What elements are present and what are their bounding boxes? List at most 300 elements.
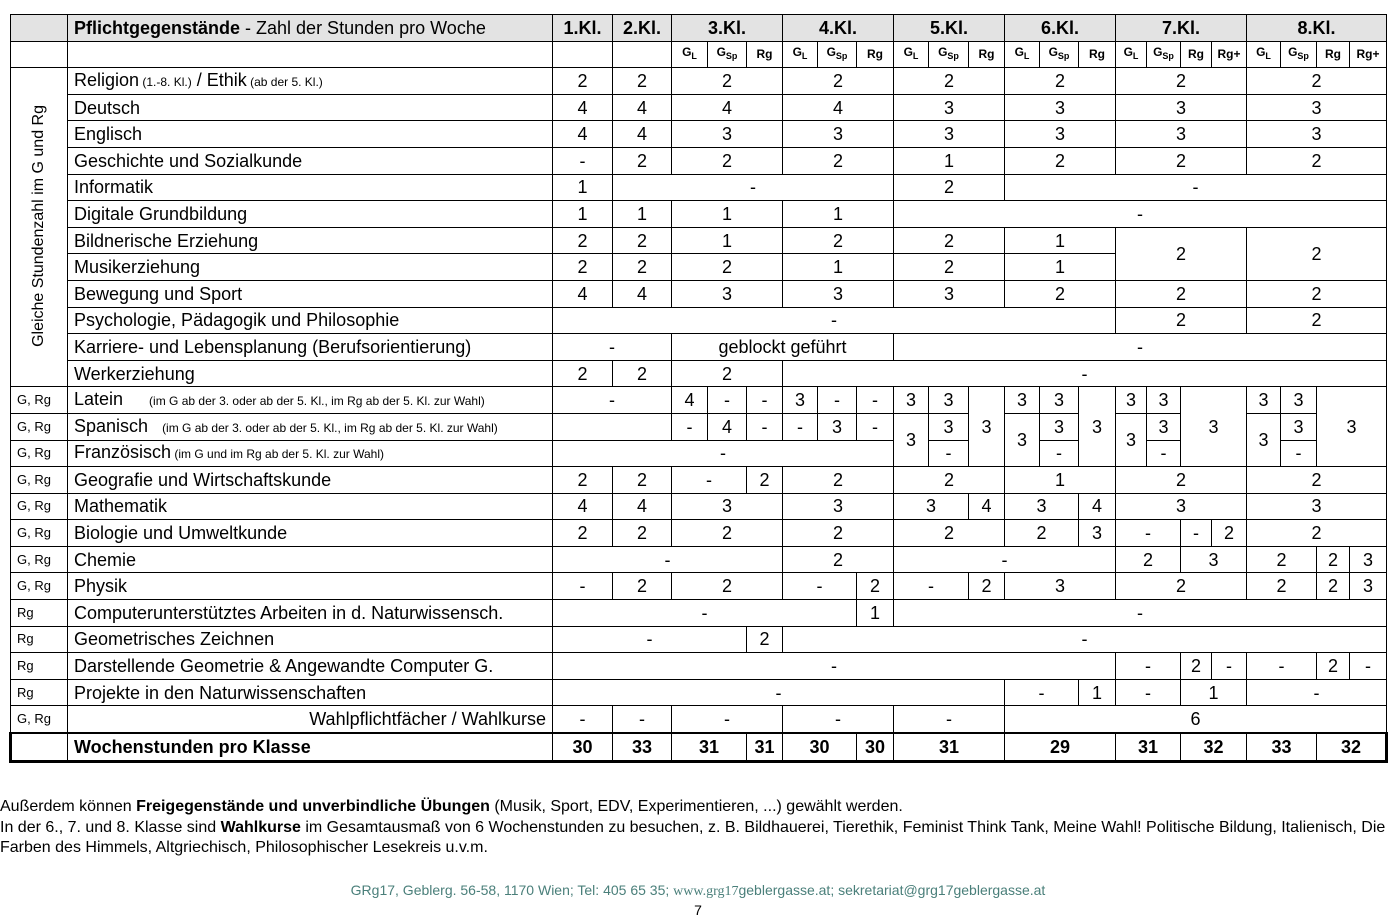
value-cell: -: [672, 706, 783, 733]
table-row: [11, 94, 1387, 121]
value-cell: 2: [1005, 520, 1079, 547]
value-cell: 2: [1317, 573, 1350, 600]
value-cell: -: [553, 546, 783, 573]
value-cell: -: [1116, 520, 1181, 547]
value-cell: 2: [613, 254, 672, 281]
row-group: G, Rg: [11, 493, 68, 520]
branch-gl: $G_L$: [1005, 41, 1040, 68]
value-cell: 2: [1247, 467, 1387, 494]
subject-psychologie: Psychologie, Pädagogik und Philosophie: [68, 307, 553, 334]
value-cell: 2: [1116, 280, 1247, 307]
value-cell: 1: [857, 600, 894, 627]
value-cell: 2: [783, 546, 894, 573]
value-cell: 2: [672, 254, 783, 281]
value-cell: 2: [1247, 520, 1387, 547]
value-cell: 3: [1147, 413, 1181, 440]
value-cell: 2: [613, 227, 672, 254]
row-group: G, Rg: [11, 467, 68, 494]
value-cell: 3: [783, 280, 894, 307]
value-cell: [553, 413, 672, 440]
total-row: [11, 733, 1387, 761]
value-cell: 2: [613, 467, 672, 494]
value-cell: 2: [672, 147, 783, 174]
value-cell: 3: [894, 493, 969, 520]
value-cell: 6: [1005, 706, 1387, 733]
subject-darstellende-geometrie: Darstellende Geometrie & Angewandte Computer G.: [68, 653, 553, 680]
branch-gsp: $G_{Sp}$: [1281, 41, 1317, 68]
value-cell: 3: [1040, 387, 1079, 414]
value-cell: 3: [1079, 387, 1116, 467]
value-cell: 2: [1317, 546, 1350, 573]
value-cell: -: [894, 706, 1005, 733]
total-cell: 29: [1005, 733, 1116, 761]
value-cell: 2: [747, 467, 783, 494]
header-row: [11, 15, 1387, 42]
value-cell: 1: [783, 201, 894, 228]
value-cell: 3: [1181, 387, 1247, 467]
table-row: [11, 360, 1387, 387]
value-cell: 4: [672, 387, 708, 414]
value-cell: -: [553, 679, 1005, 706]
table-row: [11, 653, 1387, 680]
total-cell: 31: [672, 733, 747, 761]
value-cell: 2: [1116, 147, 1247, 174]
group-label-cell: [11, 68, 68, 387]
branch-gsp: $G_{Sp}$: [708, 41, 747, 68]
subject-projekte: Projekte in den Naturwissenschaften: [68, 679, 553, 706]
empty-cell: [68, 41, 553, 68]
value-cell: 2: [553, 68, 613, 95]
class-header: 4.Kl.: [783, 15, 894, 42]
value-cell: 2: [1116, 227, 1247, 280]
value-cell: 1: [672, 227, 783, 254]
value-cell: 4: [553, 280, 613, 307]
value-cell: 3: [1005, 94, 1116, 121]
branch-rg: Rg: [1317, 41, 1350, 68]
value-cell: 2: [783, 520, 894, 547]
subject-bildnerische-erziehung: Bildnerische Erziehung: [68, 227, 553, 254]
subject-religion: Religion (1.-8. Kl.) / Ethik (ab der 5. Kl.): [68, 68, 553, 95]
value-cell: -: [894, 546, 1116, 573]
subject-mathematik: Mathematik: [68, 493, 553, 520]
class-header: 7.Kl.: [1116, 15, 1247, 42]
total-cell: 31: [894, 733, 1005, 761]
value-cell: -: [553, 626, 747, 653]
table-row: [11, 121, 1387, 148]
value-cell: -: [894, 201, 1387, 228]
branch-rg: Rg: [857, 41, 894, 68]
value-cell: 1: [553, 174, 613, 201]
branch-gsp: $G_{Sp}$: [1147, 41, 1181, 68]
value-cell: 2: [553, 467, 613, 494]
value-cell: 2: [783, 227, 894, 254]
value-cell: -: [1116, 679, 1181, 706]
total-cell: 31: [747, 733, 783, 761]
row-group: Rg: [11, 626, 68, 653]
value-cell: -: [1040, 440, 1079, 467]
value-cell: -: [894, 600, 1387, 627]
value-cell: 1: [1005, 254, 1116, 281]
value-cell: 3: [1005, 387, 1040, 414]
row-group: G, Rg: [11, 413, 68, 440]
value-cell: 2: [1247, 68, 1387, 95]
value-cell: 3: [783, 493, 894, 520]
value-cell: -: [929, 440, 969, 467]
value-cell: 2: [613, 520, 672, 547]
value-cell: 2: [613, 147, 672, 174]
total-cell: 30: [553, 733, 613, 761]
value-cell: geblockt geführt: [672, 334, 894, 361]
branch-rg: Rg: [1079, 41, 1116, 68]
value-cell: 2: [1005, 280, 1116, 307]
value-cell: 2: [672, 68, 783, 95]
value-cell: 2: [894, 227, 1005, 254]
value-cell: 3: [894, 121, 1005, 148]
table-row: [11, 68, 1387, 95]
value-cell: -: [553, 147, 613, 174]
value-cell: -: [894, 573, 969, 600]
value-cell: 3: [894, 280, 1005, 307]
value-cell: -: [783, 626, 1387, 653]
value-cell: 4: [1079, 493, 1116, 520]
total-cell: 33: [613, 733, 672, 761]
value-cell: 3: [1247, 413, 1281, 466]
value-cell: 3: [1116, 121, 1247, 148]
value-cell: 1: [1079, 679, 1116, 706]
value-cell: 2: [783, 467, 894, 494]
table-row: [11, 600, 1387, 627]
value-cell: -: [553, 334, 672, 361]
value-cell: 3: [672, 280, 783, 307]
total-cell: 30: [857, 733, 894, 761]
value-cell: 2: [857, 573, 894, 600]
value-cell: 1: [672, 201, 783, 228]
value-cell: 2: [672, 360, 783, 387]
value-cell: 1: [783, 254, 894, 281]
value-cell: 3: [1005, 573, 1116, 600]
subject-geometrisches-zeichnen: Geometrisches Zeichnen: [68, 626, 553, 653]
subject-sport: Bewegung und Sport: [68, 280, 553, 307]
value-cell: 2: [613, 360, 672, 387]
footer-contact: GRg17, Geblerg. 56-58, 1170 Wien; Tel: 405 65 35; www.grg17geblergasse.at; sekretariat@grg17geblergasse.at: [350, 882, 1046, 899]
table-row: [11, 573, 1387, 600]
value-cell: 2: [1247, 227, 1387, 280]
subject-musikerziehung: Musikerziehung: [68, 254, 553, 281]
table-row: [11, 387, 1387, 414]
empty-cell: [11, 41, 68, 68]
table-title: Pflichtgegenstände - Zahl der Stunden pro Woche: [68, 15, 553, 42]
page-number: 7: [694, 902, 702, 918]
row-group: G, Rg: [11, 440, 68, 467]
value-cell: 2: [969, 573, 1005, 600]
subject-digitale-grundbildung: Digitale Grundbildung: [68, 201, 553, 228]
lesson-plan-table: [9, 14, 1388, 763]
value-cell: 3: [969, 387, 1005, 467]
row-group: Rg: [11, 653, 68, 680]
branch-rgplus: Rg+: [1212, 41, 1247, 68]
value-cell: 2: [1116, 307, 1247, 334]
value-cell: 2: [672, 573, 783, 600]
branch-gl: $G_L$: [1247, 41, 1281, 68]
total-cell: 32: [1317, 733, 1387, 761]
table-row: [11, 626, 1387, 653]
value-cell: 3: [1116, 94, 1247, 121]
subject-englisch: Englisch: [68, 121, 553, 148]
branch-gsp: $G_{Sp}$: [818, 41, 857, 68]
branch-rgplus: Rg+: [1350, 41, 1387, 68]
value-cell: 3: [818, 413, 857, 440]
subject-biologie: Biologie und Umweltkunde: [68, 520, 553, 547]
class-header: 1.Kl.: [553, 15, 613, 42]
value-cell: -: [783, 573, 857, 600]
value-cell: 2: [1116, 573, 1247, 600]
subject-physik: Physik: [68, 573, 553, 600]
value-cell: 2: [894, 68, 1005, 95]
value-cell: 3: [929, 387, 969, 414]
value-cell: 2: [747, 626, 783, 653]
branch-rg: Rg: [747, 41, 783, 68]
row-group: G, Rg: [11, 546, 68, 573]
branch-gsp: $G_{Sp}$: [929, 41, 969, 68]
value-cell: 3: [929, 413, 969, 440]
class-header: 2.Kl.: [613, 15, 672, 42]
value-cell: -: [553, 307, 1116, 334]
value-cell: 3: [1350, 546, 1387, 573]
table-row: [11, 174, 1387, 201]
value-cell: -: [747, 387, 783, 414]
value-cell: 3: [1005, 493, 1079, 520]
total-label: Wochenstunden pro Klasse: [68, 733, 553, 761]
value-cell: 3: [894, 413, 929, 466]
value-cell: -: [1247, 653, 1317, 680]
value-cell: -: [1147, 440, 1181, 467]
value-cell: 2: [672, 520, 783, 547]
branch-gl: $G_L$: [1116, 41, 1147, 68]
table-row: [11, 467, 1387, 494]
class-header: 5.Kl.: [894, 15, 1005, 42]
value-cell: -: [613, 174, 894, 201]
value-cell: 2: [553, 254, 613, 281]
value-cell: 3: [672, 493, 783, 520]
row-group: G, Rg: [11, 520, 68, 547]
subject-wahlpflichtfaecher: Wahlpflichtfächer / Wahlkurse: [68, 706, 553, 733]
value-cell: 1: [894, 147, 1005, 174]
value-cell: -: [553, 387, 672, 414]
value-cell: -: [783, 360, 1387, 387]
value-cell: 2: [894, 174, 1005, 201]
empty-cell: [553, 41, 613, 68]
notes: [0, 797, 1390, 859]
class-header: 6.Kl.: [1005, 15, 1116, 42]
value-cell: 3: [1181, 546, 1247, 573]
value-cell: -: [747, 413, 783, 440]
value-cell: 2: [1247, 546, 1317, 573]
value-cell: -: [1350, 653, 1387, 680]
value-cell: -: [1005, 679, 1079, 706]
value-cell: 3: [1247, 94, 1387, 121]
value-cell: 2: [1181, 653, 1212, 680]
value-cell: 2: [553, 360, 613, 387]
value-cell: 2: [1247, 280, 1387, 307]
subject-franzoesisch: Französisch (im G und im Rg ab der 5. Kl. zur Wahl): [68, 440, 553, 467]
value-cell: 4: [708, 413, 747, 440]
total-cell: 32: [1181, 733, 1247, 761]
value-cell: 2: [553, 520, 613, 547]
value-cell: 3: [1317, 387, 1387, 467]
value-cell: 3: [783, 121, 894, 148]
subject-latein: Latein (im G ab der 3. oder ab der 5. Kl., im Rg ab der 5. Kl. zur Wahl): [68, 387, 553, 414]
value-cell: 2: [1247, 307, 1387, 334]
subject-informatik: Informatik: [68, 174, 553, 201]
value-cell: 1: [553, 201, 613, 228]
value-cell: -: [818, 387, 857, 414]
subject-karriere: Karriere- und Lebensplanung (Berufsorientierung): [68, 334, 553, 361]
value-cell: 3: [1116, 493, 1247, 520]
value-cell: 2: [783, 147, 894, 174]
class-header: 8.Kl.: [1247, 15, 1387, 42]
branch-rg: Rg: [969, 41, 1005, 68]
value-cell: -: [1005, 174, 1387, 201]
value-cell: -: [553, 440, 894, 467]
value-cell: -: [857, 413, 894, 440]
corner-cell: [11, 15, 68, 42]
value-cell: -: [708, 387, 747, 414]
branch-gl: $G_L$: [783, 41, 818, 68]
value-cell: 3: [1247, 493, 1387, 520]
value-cell: 2: [783, 68, 894, 95]
value-cell: -: [553, 653, 1116, 680]
value-cell: 3: [1281, 387, 1317, 414]
branch-rg: Rg: [1181, 41, 1212, 68]
total-cell: 33: [1247, 733, 1317, 761]
table-row: [11, 147, 1387, 174]
subheader-row: [11, 41, 1387, 68]
value-cell: 4: [613, 280, 672, 307]
value-cell: -: [613, 706, 672, 733]
value-cell: 2: [1116, 467, 1247, 494]
value-cell: -: [783, 706, 894, 733]
value-cell: -: [553, 706, 613, 733]
value-cell: 2: [1247, 573, 1317, 600]
value-cell: -: [1116, 653, 1181, 680]
value-cell: -: [783, 413, 818, 440]
value-cell: 4: [553, 94, 613, 121]
value-cell: 3: [1247, 387, 1281, 414]
value-cell: 3: [1116, 387, 1147, 414]
table-row: [11, 679, 1387, 706]
subject-werkerziehung: Werkerziehung: [68, 360, 553, 387]
table-row: [11, 307, 1387, 334]
value-cell: -: [672, 413, 708, 440]
empty-cell: [11, 733, 68, 761]
table-row: [11, 227, 1387, 254]
value-cell: -: [1212, 653, 1247, 680]
value-cell: 4: [672, 94, 783, 121]
value-cell: 3: [1040, 413, 1079, 440]
value-cell: 3: [783, 387, 818, 414]
value-cell: 4: [613, 121, 672, 148]
value-cell: 3: [894, 94, 1005, 121]
value-cell: -: [553, 573, 613, 600]
empty-cell: [613, 41, 672, 68]
value-cell: -: [672, 467, 747, 494]
value-cell: 2: [1116, 68, 1247, 95]
value-cell: 3: [894, 387, 929, 414]
value-cell: 3: [1281, 413, 1317, 440]
value-cell: 2: [613, 573, 672, 600]
value-cell: 2: [1317, 653, 1350, 680]
note-line-1: Außerdem können Freigegenstände und unverbindliche Übungen (Musik, Sport, EDV, Experimentieren, ...) gewählt werden.: [0, 798, 903, 815]
value-cell: 3: [672, 121, 783, 148]
subject-computerunterstuetztes-arbeiten: Computerunterstütztes Arbeiten in d. Naturwissensch.: [68, 600, 553, 627]
subject-chemie: Chemie: [68, 546, 553, 573]
table-row: [11, 280, 1387, 307]
value-cell: 4: [613, 493, 672, 520]
value-cell: 1: [613, 201, 672, 228]
value-cell: 2: [1247, 147, 1387, 174]
value-cell: 3: [1005, 413, 1040, 466]
group-label: Gleiche Stundenzahl im G und Rg: [30, 104, 47, 347]
value-cell: -: [1181, 520, 1212, 547]
class-header: 3.Kl.: [672, 15, 783, 42]
value-cell: 2: [613, 68, 672, 95]
value-cell: 3: [1079, 520, 1116, 547]
value-cell: 2: [1005, 68, 1116, 95]
row-group: G, Rg: [11, 387, 68, 414]
value-cell: 3: [1147, 387, 1181, 414]
value-cell: 4: [783, 94, 894, 121]
value-cell: 4: [553, 493, 613, 520]
row-group: Rg: [11, 600, 68, 627]
value-cell: 1: [1005, 227, 1116, 254]
value-cell: 4: [553, 121, 613, 148]
table-row: [11, 520, 1387, 547]
table-row: [11, 201, 1387, 228]
value-cell: 3: [1116, 413, 1147, 466]
value-cell: 3: [1350, 573, 1387, 600]
value-cell: 2: [1116, 546, 1181, 573]
table-row: [11, 334, 1387, 361]
subject-geografie: Geografie und Wirtschaftskunde: [68, 467, 553, 494]
row-group: Rg: [11, 679, 68, 706]
value-cell: 2: [1212, 520, 1247, 547]
value-cell: 3: [1247, 121, 1387, 148]
value-cell: 2: [894, 520, 1005, 547]
value-cell: -: [894, 334, 1387, 361]
value-cell: 4: [613, 94, 672, 121]
value-cell: 2: [894, 467, 1005, 494]
value-cell: -: [1281, 440, 1317, 467]
table-row: [11, 440, 1387, 467]
branch-gl: $G_L$: [894, 41, 929, 68]
branch-gl: $G_L$: [672, 41, 708, 68]
table-row: [11, 493, 1387, 520]
total-cell: 30: [783, 733, 857, 761]
note-line-2: In der 6., 7. und 8. Klasse sind Wahlkurse im Gesamtausmaß von 6 Wochenstunden zu besuchen, z. B. Bildhauerei, Tierethik, Feminist Think Tank, Meine Wahl! Politische Bildung, Italienisch, Die Farben des Himmels, Altgriechisch, Philosophischer Lesekreis u.v.m.: [0, 818, 1386, 856]
table-row: [11, 413, 1387, 440]
value-cell: -: [1247, 679, 1387, 706]
value-cell: 2: [1005, 147, 1116, 174]
subject-geschichte: Geschichte und Sozialkunde: [68, 147, 553, 174]
subject-deutsch: Deutsch: [68, 94, 553, 121]
table-row: [11, 546, 1387, 573]
subject-spanisch: Spanisch (im G ab der 3. oder ab der 5. Kl., im Rg ab der 5. Kl. zur Wahl): [68, 413, 553, 440]
value-cell: -: [553, 600, 857, 627]
value-cell: 1: [1181, 679, 1247, 706]
branch-gsp: $G_{Sp}$: [1040, 41, 1079, 68]
value-cell: 1: [1005, 467, 1116, 494]
value-cell: 4: [969, 493, 1005, 520]
